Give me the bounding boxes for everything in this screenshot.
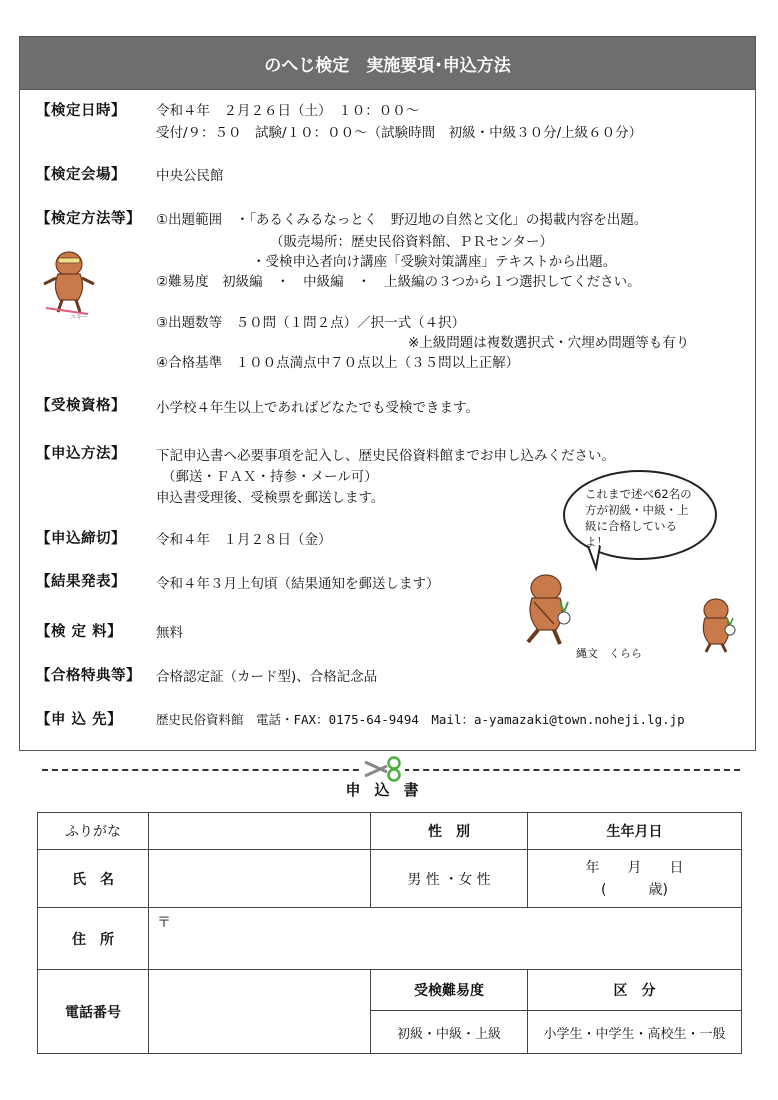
birth-date: 年 月 日 (585, 859, 684, 876)
method-line: （販売場所：歴史民俗資料館、ＰＲセンター） (270, 234, 553, 250)
method-line: ③出題数等 ５０問（１問２点）／択一式（４択） (156, 315, 466, 331)
gender-options[interactable]: 男 性 ・女 性 (371, 850, 528, 908)
label-method: 【検定方法等】 (36, 211, 141, 227)
name-field[interactable] (149, 850, 371, 908)
age: ( 歳) (601, 881, 668, 898)
furigana-field[interactable] (149, 813, 371, 850)
speech-bubble-text: これまで述べ62名の方が初級・中級・上級に合格しているよ！ (585, 487, 692, 549)
level-options[interactable]: 初級・中級・上級 (371, 1011, 528, 1054)
page-title: のへじ検定 実施要項･申込方法 (20, 37, 755, 90)
results-value: 令和４年３月上旬頃（結果通知を郵送します） (156, 576, 440, 592)
birth-header: 生年月日 (528, 813, 742, 850)
method-line: ①出題範囲 ・「あるくみるなっとく 野辺地の自然と文化」の掲載内容を出題。 (156, 212, 648, 228)
label-benefits: 【合格特典等】 (36, 668, 141, 684)
contact-value: 歴史民俗資料館 電話・FAX：0175-64-9494 Mail：a-yamazaki@town.noheji.lg.jp (156, 712, 685, 727)
label-contact: 【申 込 先】 (36, 712, 123, 728)
label-venue: 【検定会場】 (36, 167, 126, 183)
deadline-value: 令和４年 １月２８日（金） (156, 532, 332, 548)
label-apply-method: 【申込方法】 (36, 446, 126, 462)
eligibility-value: 小学校４年生以上であればどなたでも受検できます。 (156, 400, 479, 416)
birth-date-field[interactable] (528, 850, 742, 908)
label-results: 【結果発表】 (36, 574, 126, 590)
venue-value: 中央公民館 (156, 168, 224, 184)
date-line-2: 受付/９：５０ 試験/１０：００～（試験時間 初級・中級３０分/上級６０分） (156, 125, 643, 141)
mascot-second-illustration (696, 596, 740, 654)
label-eligibility: 【受検資格】 (36, 398, 126, 414)
notice-box (19, 36, 756, 751)
form-title: 申込書 (345, 781, 433, 799)
mascot-small-caption: ユキー (70, 314, 89, 321)
phone-field[interactable] (149, 970, 371, 1054)
apply-method-line: 下記申込書へ必要事項を記入し、歴史民俗資料館までお申し込みください。 (156, 448, 615, 464)
method-line: ④合格基準 １００点満点中７０点以上（３５問以上正解） (156, 355, 520, 371)
date-line-1: 令和４年 ２月２６日（土） １０：００～ (156, 103, 420, 119)
apply-method-line: （郵送・ＦＡＸ・持参・メール可） (162, 469, 378, 485)
category-header: 区 分 (528, 970, 742, 1011)
method-line: ※上級問題は複数選択式・穴埋め問題等も有り (408, 335, 690, 351)
label-fee: 【検 定 料】 (36, 624, 123, 640)
apply-method-line: 申込書受理後、受検票を郵送します。 (156, 490, 385, 506)
application-form (37, 812, 742, 1054)
mascot-small-illustration (38, 248, 100, 322)
gender-header: 性 別 (371, 813, 528, 850)
postal-mark: 〒 (157, 915, 171, 931)
address-field[interactable] (149, 908, 742, 970)
level-header: 受検難易度 (371, 970, 528, 1011)
furigana-label: ふりがな (38, 813, 149, 850)
mascot-kurara-illustration (520, 572, 582, 648)
label-date: 【検定日時】 (36, 103, 126, 119)
mascot-caption: 縄文 くらら (576, 647, 642, 660)
benefits-value: 合格認定証（カード型)、合格記念品 (156, 669, 378, 685)
category-options[interactable]: 小学生・中学生・高校生・一般 (528, 1011, 742, 1054)
label-deadline: 【申込締切】 (36, 531, 126, 547)
method-line: ・受検申込者向け講座「受験対策講座」テキストから出題。 (252, 254, 617, 270)
phone-label: 電話番号 (38, 970, 149, 1054)
name-label: 氏 名 (38, 850, 149, 908)
method-line: ②難易度 初級編 ・ 中級編 ・ 上級編の３つから１つ選択してください。 (156, 274, 641, 290)
address-label: 住 所 (38, 908, 149, 970)
fee-value: 無料 (156, 625, 183, 641)
